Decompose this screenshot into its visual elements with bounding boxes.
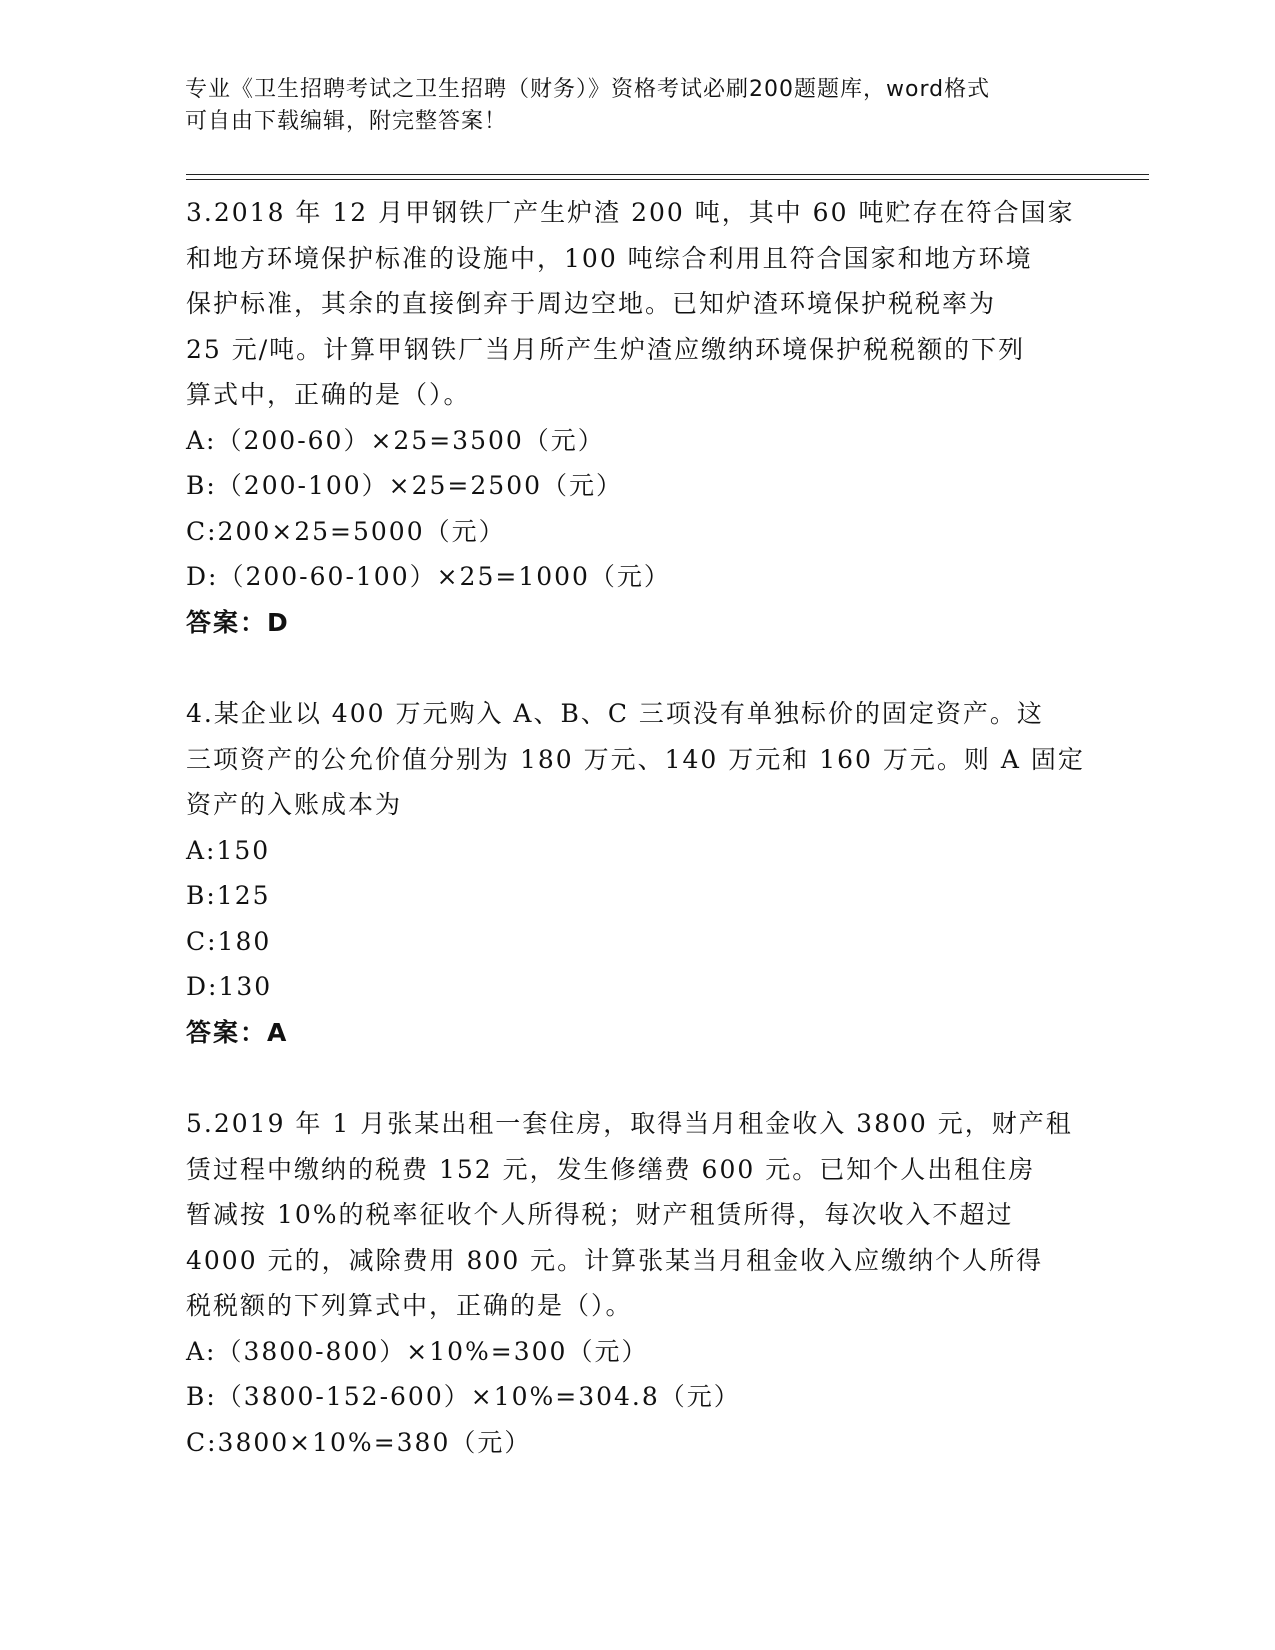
option-c: C:180: [186, 926, 272, 956]
question-stem-line: 暂减按 10%的税率征收个人所得税；财产租赁所得，每次收入不超过: [186, 1200, 1014, 1229]
question-stem-line: 4.某企业以 400 万元购入 A、B、C 三项没有单独标价的固定资产。这: [186, 699, 1044, 728]
question-stem-line: 和地方环境保护标准的设施中，100 吨综合利用且符合国家和地方环境: [186, 243, 1033, 273]
option-c: C:3800×10%=380（元）: [186, 1427, 532, 1457]
question-stem-line: 三项资产的公允价值分别为 180 万元、140 万元和 160 万元。则 A 固定: [186, 744, 1085, 774]
question-3: [186, 190, 1086, 645]
question-stem-line: 保护标准，其余的直接倒弃于周边空地。已知炉渣环境保护税税率为: [186, 289, 997, 318]
header-line-2: 可自由下载编辑，附完整答案！: [185, 109, 508, 134]
question-stem-line: 算式中，正确的是（）。: [186, 380, 471, 409]
option-b: B:（200-100）×25=2500（元）: [186, 471, 624, 500]
question-4: [186, 691, 1086, 1055]
header-divider-thin: [186, 174, 1149, 175]
question-stem-line: 税税额的下列算式中，正确的是（）。: [186, 1291, 633, 1320]
question-stem-line: 资产的入账成本为: [186, 790, 403, 819]
option-d: D:130: [186, 972, 273, 1001]
question-list: [186, 190, 1086, 1465]
question-stem-line: 5.2019 年 1 月张某出租一套住房，取得当月租金收入 3800 元，财产租: [186, 1109, 1073, 1138]
document-header: [185, 74, 1085, 138]
option-c: C:200×25=5000（元）: [186, 516, 506, 546]
question-5: [186, 1101, 1086, 1465]
option-a: A:150: [186, 835, 271, 865]
option-d: D:（200-60-100）×25=1000（元）: [186, 562, 671, 591]
option-a: A:（200-60）×25=3500（元）: [186, 425, 605, 455]
question-stem-line: 3.2018 年 12 月甲钢铁厂产生炉渣 200 吨，其中 60 吨贮存在符合国家: [186, 198, 1075, 227]
option-a: A:（3800-800）×10%=300（元）: [186, 1336, 649, 1366]
option-b: B:（3800-152-600）×10%=304.8（元）: [186, 1382, 741, 1411]
question-stem-line: 25 元/吨。计算甲钢铁厂当月所产生炉渣应缴纳环境保护税税额的下列: [186, 334, 1026, 364]
question-stem-line: 赁过程中缴纳的税费 152 元，发生修缮费 600 元。已知个人出租住房: [186, 1154, 1036, 1184]
header-divider-thick: [186, 179, 1149, 180]
question-stem-line: 4000 元的，减除费用 800 元。计算张某当月租金收入应缴纳个人所得: [186, 1245, 1044, 1275]
option-b: B:125: [186, 881, 271, 910]
header-line-1: 专业《卫生招聘考试之卫生招聘（财务）》资格考试必刷200题题库，word格式: [185, 77, 991, 102]
answer: 答案：A: [186, 1017, 289, 1047]
answer: 答案：D: [186, 607, 290, 637]
